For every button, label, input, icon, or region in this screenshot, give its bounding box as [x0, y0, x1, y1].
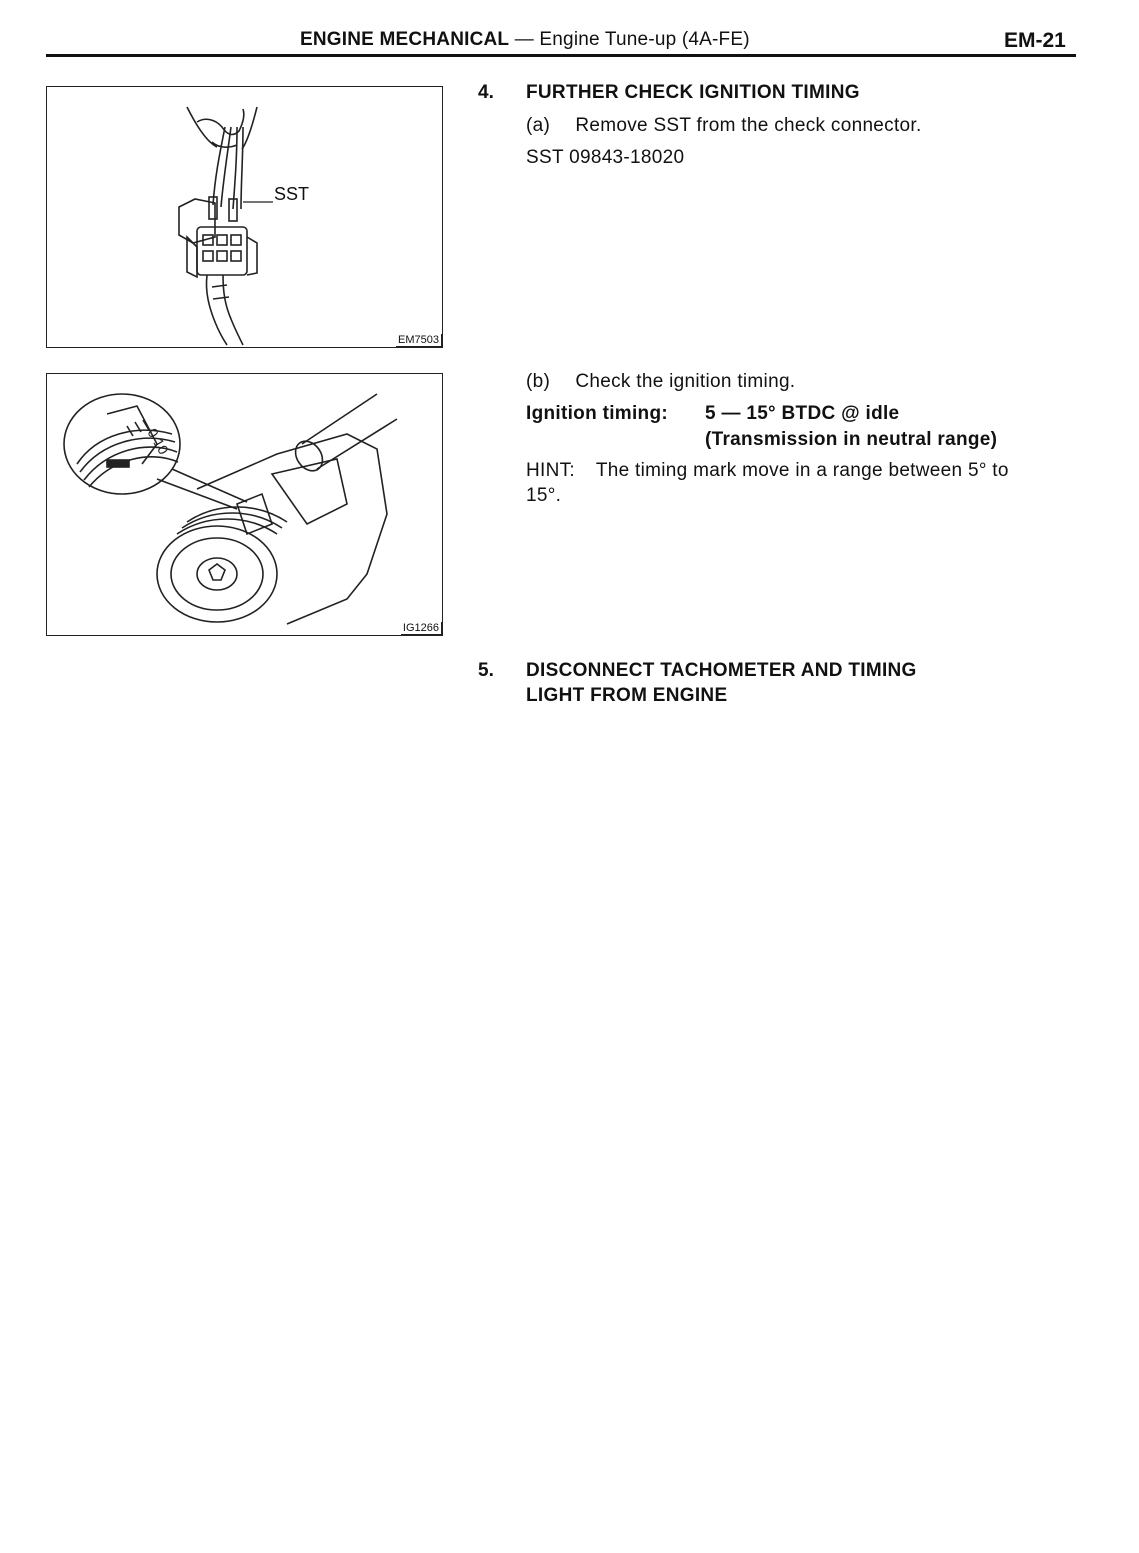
spec-note: (Transmission in neutral range) — [705, 429, 998, 450]
step-5-title-line1: DISCONNECT TACHOMETER AND TIMING — [526, 660, 917, 681]
hint-text: The timing mark move in a range between 5° to — [595, 460, 1009, 481]
substep-a-text: Remove SST from the check connector. — [575, 115, 922, 136]
sst-label: SST — [274, 184, 310, 204]
hint-label: HINT: — [526, 460, 575, 481]
step-5-number: 5. — [478, 660, 494, 681]
running-header — [300, 29, 920, 51]
figure-check-connector — [46, 86, 443, 348]
header-section: ENGINE MECHANICAL — [300, 29, 510, 50]
header-rule — [46, 54, 1076, 57]
figure-timing-marks — [46, 373, 443, 636]
check-connector-illustration — [47, 87, 442, 347]
step-4-number: 4. — [478, 82, 494, 103]
sst-number: SST 09843-18020 — [526, 147, 685, 168]
step-4-title: FURTHER CHECK IGNITION TIMING — [526, 82, 860, 103]
inset-scale-text: 0 10 — [144, 425, 172, 458]
substep-b — [526, 371, 795, 393]
spec-label: Ignition timing: — [526, 403, 668, 424]
spec-value: 5 — 15° BTDC @ idle — [705, 403, 900, 424]
timing-marks-illustration — [47, 374, 442, 635]
header-dash: — — [514, 29, 534, 50]
substep-a — [526, 115, 922, 137]
step-5-title-line2: LIGHT FROM ENGINE — [526, 685, 728, 706]
header-subsection: Engine Tune-up (4A-FE) — [539, 29, 750, 50]
figure-code: EM7503 — [396, 334, 442, 347]
hint-text-continued: 15°. — [526, 485, 562, 506]
hint — [526, 460, 1078, 482]
page-number: EM-21 — [1004, 29, 1066, 52]
figure-code: IG1266 — [401, 622, 442, 635]
substep-b-text: Check the ignition timing. — [575, 371, 796, 392]
substep-a-label: (a) — [526, 115, 551, 136]
substep-b-label: (b) — [526, 371, 551, 392]
